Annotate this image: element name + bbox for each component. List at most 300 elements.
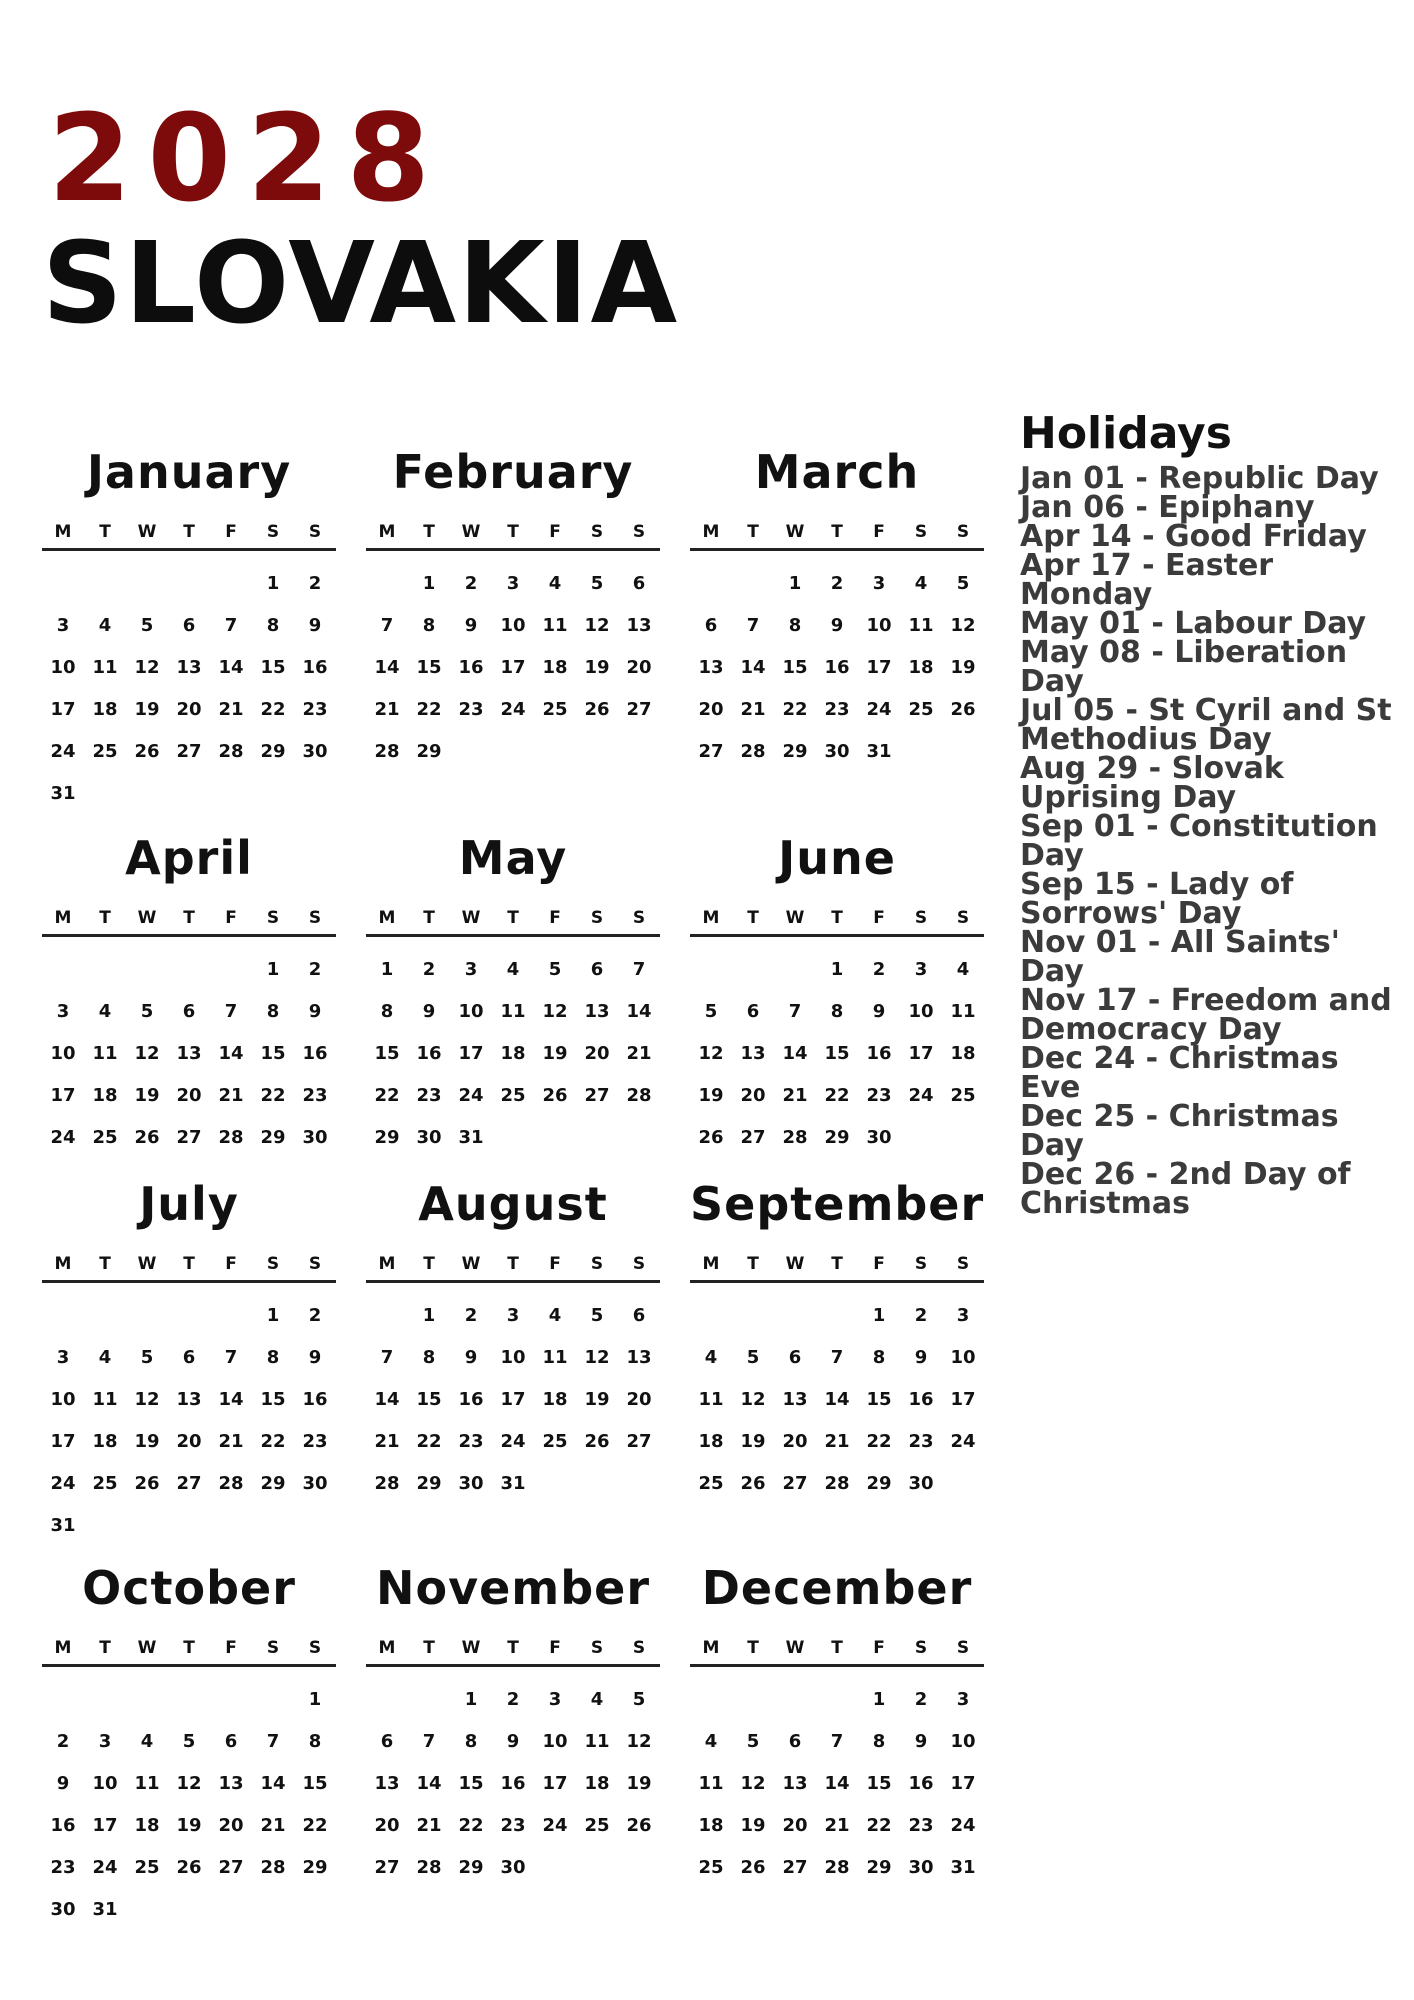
day-cell: 18 <box>500 1043 526 1064</box>
day-cell: 28 <box>626 1085 652 1106</box>
day-cell: 10 <box>950 1347 976 1368</box>
day-cell: 26 <box>134 1473 160 1494</box>
day-cell: 4 <box>98 1001 112 1022</box>
day-cell: 29 <box>260 1473 286 1494</box>
day-cell: 24 <box>866 699 892 720</box>
day-cell: 30 <box>50 1899 76 1920</box>
day-cell: 31 <box>50 783 76 804</box>
day-cell: 30 <box>500 1857 526 1878</box>
holiday-item: May 01 - Labour Day <box>1020 606 1367 641</box>
day-cell: 26 <box>626 1815 652 1836</box>
empty-cell <box>366 1679 408 1721</box>
day-grid <box>366 949 660 1159</box>
day-cell: 8 <box>830 1001 844 1022</box>
day-cell: 10 <box>908 1001 934 1022</box>
weekday-label: W <box>137 522 157 542</box>
day-cell: 7 <box>830 1731 844 1752</box>
weekday-label: S <box>266 1638 280 1658</box>
day-cell: 27 <box>374 1857 400 1878</box>
day-cell: 25 <box>698 1473 724 1494</box>
weekday-header <box>690 522 984 551</box>
day-cell: 13 <box>176 657 202 678</box>
day-cell: 18 <box>542 1389 568 1410</box>
day-cell: 2 <box>464 1305 478 1326</box>
day-cell: 14 <box>626 1001 652 1022</box>
day-cell: 17 <box>92 1815 118 1836</box>
empty-cell <box>690 563 732 605</box>
empty-cell <box>690 1679 732 1721</box>
day-cell: 28 <box>374 741 400 762</box>
day-grid <box>42 1295 336 1547</box>
weekday-label: F <box>549 908 561 928</box>
empty-cell <box>732 563 774 605</box>
day-grid <box>366 1295 660 1505</box>
day-cell: 16 <box>416 1043 442 1064</box>
day-cell: 23 <box>824 699 850 720</box>
weekday-label: M <box>702 908 720 928</box>
empty-cell <box>168 1295 210 1337</box>
day-cell: 14 <box>374 657 400 678</box>
weekday-label: S <box>266 522 280 542</box>
day-cell: 4 <box>704 1347 718 1368</box>
day-cell: 30 <box>302 741 328 762</box>
day-cell: 13 <box>698 657 724 678</box>
day-cell: 12 <box>542 1001 568 1022</box>
day-cell: 28 <box>824 1857 850 1878</box>
day-cell: 25 <box>950 1085 976 1106</box>
weekday-label: W <box>785 522 805 542</box>
weekday-label: T <box>507 1638 519 1658</box>
day-cell: 16 <box>908 1773 934 1794</box>
weekday-header <box>42 522 336 551</box>
weekday-label: W <box>461 1638 481 1658</box>
weekday-header <box>366 1254 660 1283</box>
weekday-label: T <box>423 908 435 928</box>
day-cell: 13 <box>374 1773 400 1794</box>
day-cell: 6 <box>788 1347 802 1368</box>
day-cell: 4 <box>548 1305 562 1326</box>
day-cell: 17 <box>500 657 526 678</box>
day-cell: 11 <box>500 1001 526 1022</box>
day-cell: 22 <box>260 1085 286 1106</box>
day-cell: 17 <box>50 1431 76 1452</box>
day-cell: 12 <box>584 615 610 636</box>
day-cell: 16 <box>458 657 484 678</box>
day-cell: 31 <box>500 1473 526 1494</box>
weekday-header <box>42 1638 336 1667</box>
day-cell: 6 <box>182 1001 196 1022</box>
holiday-list <box>1020 461 1400 1221</box>
day-cell: 30 <box>866 1127 892 1148</box>
day-cell: 9 <box>308 1347 322 1368</box>
empty-cell <box>816 1295 858 1337</box>
day-cell: 2 <box>56 1731 70 1752</box>
day-cell: 8 <box>380 1001 394 1022</box>
day-cell: 1 <box>266 573 280 594</box>
day-cell: 3 <box>506 573 520 594</box>
holiday-item: Jan 06 - Epiphany <box>1020 490 1315 525</box>
day-grid <box>690 1679 984 1889</box>
day-cell: 29 <box>866 1473 892 1494</box>
weekday-label: S <box>308 1254 322 1274</box>
day-cell: 27 <box>584 1085 610 1106</box>
day-cell: 28 <box>218 1473 244 1494</box>
day-cell: 16 <box>500 1773 526 1794</box>
empty-cell <box>168 563 210 605</box>
day-cell: 24 <box>92 1857 118 1878</box>
weekday-label: S <box>956 908 970 928</box>
day-cell: 25 <box>500 1085 526 1106</box>
day-cell: 3 <box>464 959 478 980</box>
day-cell: 30 <box>908 1857 934 1878</box>
day-cell: 18 <box>698 1431 724 1452</box>
day-cell: 16 <box>302 1043 328 1064</box>
weekday-label: F <box>873 1254 885 1274</box>
month-march <box>690 442 984 773</box>
day-cell: 7 <box>266 1731 280 1752</box>
day-cell: 10 <box>92 1773 118 1794</box>
day-cell: 28 <box>260 1857 286 1878</box>
day-cell: 8 <box>872 1347 886 1368</box>
weekday-label: T <box>507 908 519 928</box>
day-cell: 12 <box>176 1773 202 1794</box>
day-cell: 17 <box>950 1773 976 1794</box>
day-cell: 5 <box>590 573 604 594</box>
month-name: September <box>690 1177 985 1231</box>
day-cell: 1 <box>872 1689 886 1710</box>
day-cell: 26 <box>950 699 976 720</box>
empty-cell <box>42 1295 84 1337</box>
weekday-label: S <box>632 908 646 928</box>
day-cell: 28 <box>218 1127 244 1148</box>
country-title: SLOVAKIA <box>42 219 680 349</box>
day-cell: 20 <box>176 1431 202 1452</box>
day-cell: 26 <box>740 1857 766 1878</box>
day-cell: 6 <box>632 1305 646 1326</box>
weekday-label: T <box>747 1254 759 1274</box>
day-cell: 22 <box>458 1815 484 1836</box>
day-cell: 26 <box>584 699 610 720</box>
day-cell: 20 <box>740 1085 766 1106</box>
weekday-label: F <box>225 1638 237 1658</box>
empty-cell <box>210 949 252 991</box>
day-cell: 19 <box>626 1773 652 1794</box>
day-cell: 25 <box>92 1127 118 1148</box>
day-cell: 10 <box>866 615 892 636</box>
day-cell: 3 <box>56 1001 70 1022</box>
weekday-label: T <box>99 522 111 542</box>
day-cell: 9 <box>914 1347 928 1368</box>
day-cell: 30 <box>416 1127 442 1148</box>
empty-cell <box>168 949 210 991</box>
day-cell: 17 <box>458 1043 484 1064</box>
day-cell: 29 <box>260 741 286 762</box>
day-cell: 7 <box>224 1001 238 1022</box>
day-cell: 20 <box>584 1043 610 1064</box>
holidays-panel <box>1020 408 1400 1221</box>
day-grid <box>690 1295 984 1505</box>
day-cell: 17 <box>500 1389 526 1410</box>
day-cell: 2 <box>308 1305 322 1326</box>
day-cell: 9 <box>422 1001 436 1022</box>
day-cell: 13 <box>782 1389 808 1410</box>
day-cell: 14 <box>824 1389 850 1410</box>
day-cell: 14 <box>782 1043 808 1064</box>
day-cell: 19 <box>740 1431 766 1452</box>
day-cell: 30 <box>824 741 850 762</box>
day-cell: 8 <box>308 1731 322 1752</box>
holiday-item: Dec 24 - Christmas Eve <box>1020 1041 1339 1105</box>
month-november <box>366 1558 660 1889</box>
day-cell: 28 <box>416 1857 442 1878</box>
empty-cell <box>690 1295 732 1337</box>
weekday-label: M <box>54 1638 72 1658</box>
day-cell: 22 <box>260 1431 286 1452</box>
empty-cell <box>84 949 126 991</box>
holiday-item: Nov 17 - Freedom and Democracy Day <box>1020 983 1392 1047</box>
day-cell: 3 <box>98 1731 112 1752</box>
month-name: December <box>701 1561 973 1615</box>
day-cell: 6 <box>746 1001 760 1022</box>
day-cell: 23 <box>50 1857 76 1878</box>
day-cell: 29 <box>374 1127 400 1148</box>
day-cell: 12 <box>134 1389 160 1410</box>
weekday-label: S <box>308 1638 322 1658</box>
day-cell: 18 <box>950 1043 976 1064</box>
month-august <box>366 1174 660 1505</box>
holidays-title: Holidays <box>1020 408 1232 459</box>
day-cell: 23 <box>458 699 484 720</box>
weekday-label: M <box>54 908 72 928</box>
day-cell: 22 <box>302 1815 328 1836</box>
weekday-label: F <box>225 908 237 928</box>
empty-cell <box>732 1679 774 1721</box>
day-cell: 25 <box>92 741 118 762</box>
month-name: January <box>86 445 292 499</box>
holiday-item: May 08 - Liberation Day <box>1020 635 1348 699</box>
day-cell: 7 <box>632 959 646 980</box>
day-cell: 12 <box>626 1731 652 1752</box>
day-cell: 20 <box>782 1815 808 1836</box>
day-cell: 22 <box>374 1085 400 1106</box>
weekday-label: W <box>785 1638 805 1658</box>
day-cell: 1 <box>788 573 802 594</box>
day-cell: 13 <box>626 615 652 636</box>
weekday-header <box>366 522 660 551</box>
day-cell: 15 <box>824 1043 850 1064</box>
day-cell: 26 <box>134 741 160 762</box>
day-cell: 31 <box>866 741 892 762</box>
weekday-label: S <box>914 908 928 928</box>
day-cell: 7 <box>224 615 238 636</box>
holiday-item: Sep 15 - Lady of Sorrows' Day <box>1020 867 1294 931</box>
month-name: April <box>125 831 253 885</box>
weekday-label: T <box>507 1254 519 1274</box>
month-july <box>42 1174 336 1547</box>
day-cell: 3 <box>956 1689 970 1710</box>
empty-cell <box>210 1295 252 1337</box>
day-cell: 21 <box>824 1815 850 1836</box>
empty-cell <box>126 1679 168 1721</box>
day-cell: 16 <box>458 1389 484 1410</box>
day-cell: 27 <box>218 1857 244 1878</box>
day-cell: 27 <box>740 1127 766 1148</box>
day-cell: 1 <box>308 1689 322 1710</box>
month-may <box>366 828 660 1159</box>
day-cell: 27 <box>176 741 202 762</box>
day-cell: 5 <box>632 1689 646 1710</box>
weekday-label: T <box>507 522 519 542</box>
weekday-label: S <box>266 1254 280 1274</box>
day-cell: 1 <box>422 1305 436 1326</box>
day-cell: 19 <box>950 657 976 678</box>
day-cell: 16 <box>302 1389 328 1410</box>
holiday-item: Jan 01 - Republic Day <box>1020 461 1379 496</box>
day-cell: 19 <box>740 1815 766 1836</box>
day-grid <box>366 1679 660 1889</box>
weekday-label: F <box>873 1638 885 1658</box>
empty-cell <box>42 949 84 991</box>
day-cell: 17 <box>50 699 76 720</box>
day-cell: 4 <box>590 1689 604 1710</box>
day-cell: 25 <box>698 1857 724 1878</box>
day-cell: 22 <box>824 1085 850 1106</box>
day-cell: 19 <box>698 1085 724 1106</box>
day-cell: 13 <box>626 1347 652 1368</box>
day-cell: 9 <box>464 1347 478 1368</box>
day-cell: 19 <box>584 1389 610 1410</box>
day-cell: 27 <box>626 1431 652 1452</box>
day-cell: 15 <box>416 1389 442 1410</box>
weekday-label: T <box>423 522 435 542</box>
day-cell: 10 <box>50 657 76 678</box>
day-cell: 27 <box>176 1127 202 1148</box>
empty-cell <box>816 1679 858 1721</box>
day-cell: 6 <box>182 615 196 636</box>
day-cell: 11 <box>584 1731 610 1752</box>
weekday-label: M <box>378 522 396 542</box>
day-cell: 29 <box>782 741 808 762</box>
empty-cell <box>126 949 168 991</box>
day-cell: 21 <box>374 699 400 720</box>
weekday-label: W <box>137 908 157 928</box>
day-cell: 12 <box>950 615 976 636</box>
day-grid <box>42 1679 336 1931</box>
day-cell: 18 <box>92 1431 118 1452</box>
day-cell: 3 <box>56 615 70 636</box>
day-cell: 30 <box>908 1473 934 1494</box>
weekday-label: W <box>461 1254 481 1274</box>
weekday-label: S <box>590 1254 604 1274</box>
day-grid <box>42 949 336 1159</box>
day-cell: 10 <box>500 615 526 636</box>
day-cell: 12 <box>134 1043 160 1064</box>
day-cell: 7 <box>422 1731 436 1752</box>
day-cell: 14 <box>260 1773 286 1794</box>
day-cell: 24 <box>500 1431 526 1452</box>
weekday-label: S <box>308 908 322 928</box>
day-cell: 19 <box>584 657 610 678</box>
weekday-label: T <box>747 522 759 542</box>
day-cell: 21 <box>218 1085 244 1106</box>
month-name: October <box>82 1561 296 1615</box>
day-cell: 23 <box>908 1431 934 1452</box>
day-cell: 21 <box>416 1815 442 1836</box>
day-cell: 14 <box>824 1773 850 1794</box>
day-grid <box>366 563 660 773</box>
weekday-label: W <box>461 908 481 928</box>
weekday-label: M <box>378 908 396 928</box>
day-cell: 5 <box>746 1347 760 1368</box>
day-cell: 28 <box>218 741 244 762</box>
month-name: August <box>418 1177 608 1231</box>
day-cell: 31 <box>92 1899 118 1920</box>
day-cell: 23 <box>302 1431 328 1452</box>
weekday-label: W <box>785 908 805 928</box>
weekday-label: M <box>702 1254 720 1274</box>
empty-cell <box>690 949 732 991</box>
day-cell: 23 <box>908 1815 934 1836</box>
day-cell: 10 <box>542 1731 568 1752</box>
empty-cell <box>366 563 408 605</box>
day-cell: 2 <box>422 959 436 980</box>
month-june <box>690 828 984 1159</box>
day-cell: 15 <box>260 1043 286 1064</box>
month-april <box>42 828 336 1159</box>
weekday-label: F <box>873 908 885 928</box>
weekday-label: F <box>549 1254 561 1274</box>
day-cell: 11 <box>92 1389 118 1410</box>
day-cell: 26 <box>584 1431 610 1452</box>
weekday-label: S <box>308 522 322 542</box>
day-cell: 20 <box>698 699 724 720</box>
day-cell: 19 <box>134 699 160 720</box>
weekday-label: S <box>632 1254 646 1274</box>
weekday-label: S <box>632 1638 646 1658</box>
weekday-label: F <box>549 1638 561 1658</box>
day-cell: 21 <box>218 699 244 720</box>
day-cell: 22 <box>782 699 808 720</box>
weekday-label: F <box>225 522 237 542</box>
day-cell: 8 <box>872 1731 886 1752</box>
day-cell: 7 <box>224 1347 238 1368</box>
day-cell: 26 <box>698 1127 724 1148</box>
day-cell: 11 <box>134 1773 160 1794</box>
day-cell: 25 <box>92 1473 118 1494</box>
day-cell: 31 <box>950 1857 976 1878</box>
weekday-label: S <box>590 522 604 542</box>
day-cell: 24 <box>50 741 76 762</box>
weekday-label: S <box>956 1254 970 1274</box>
day-cell: 17 <box>950 1389 976 1410</box>
month-name: March <box>754 445 920 499</box>
weekday-label: S <box>956 522 970 542</box>
day-cell: 18 <box>698 1815 724 1836</box>
day-cell: 20 <box>176 699 202 720</box>
day-cell: 3 <box>56 1347 70 1368</box>
day-cell: 30 <box>302 1127 328 1148</box>
day-cell: 21 <box>782 1085 808 1106</box>
day-cell: 22 <box>866 1431 892 1452</box>
weekday-label: S <box>590 1638 604 1658</box>
weekday-label: W <box>785 1254 805 1274</box>
weekday-label: W <box>137 1638 157 1658</box>
empty-cell <box>732 1295 774 1337</box>
day-cell: 9 <box>506 1731 520 1752</box>
day-cell: 24 <box>950 1431 976 1452</box>
day-cell: 17 <box>908 1043 934 1064</box>
day-cell: 7 <box>788 1001 802 1022</box>
